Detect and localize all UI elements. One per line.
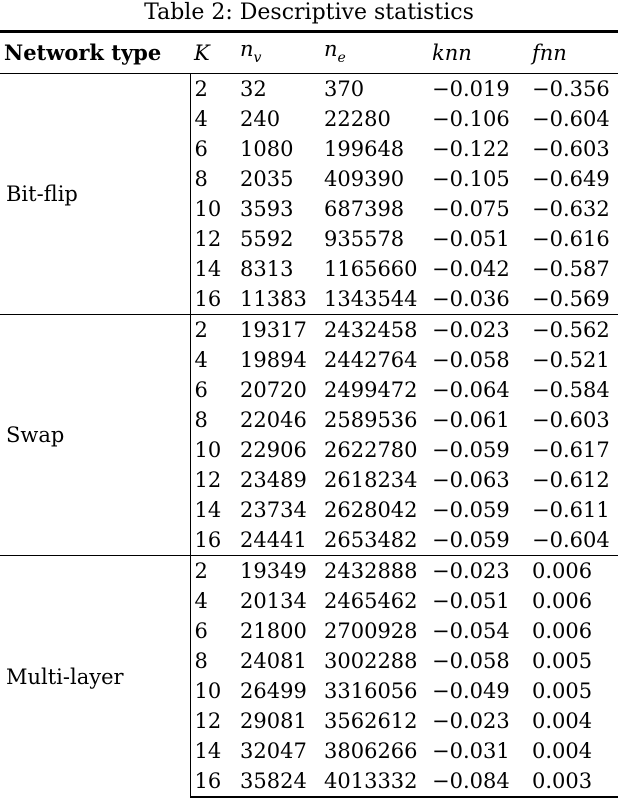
cell-nv: 19894 [240, 348, 307, 372]
cell-ne: 409390 [324, 167, 405, 191]
cell-k: 4 [194, 589, 208, 613]
cell-fnn: −0.611 [532, 498, 610, 522]
cell-fnn: −0.562 [528, 315, 618, 346]
cell-k: 10 [194, 197, 222, 221]
cell-knn: −0.084 [428, 766, 528, 797]
cell-knn: −0.054 [432, 619, 510, 643]
cell-nv: 24441 [240, 528, 307, 552]
cell-ne: 2442764 [324, 348, 418, 372]
group-label: Bit-flip [0, 74, 190, 315]
cell-knn: −0.042 [432, 257, 510, 281]
cell-fnn: −0.587 [532, 257, 610, 281]
cell-fnn: −0.632 [532, 197, 610, 221]
cell-nv: 3593 [240, 197, 294, 221]
cell-knn: −0.059 [432, 438, 510, 462]
cell-fnn: −0.521 [532, 348, 610, 372]
group-multi-layer [0, 556, 618, 798]
cell-knn: −0.023 [432, 709, 510, 733]
cell-ne: 2618234 [324, 468, 418, 492]
cell-k: 4 [194, 107, 208, 131]
cell-k: 2 [190, 315, 236, 346]
cell-fnn: 0.003 [528, 766, 618, 797]
cell-ne: 3316056 [324, 679, 418, 703]
header-row [0, 32, 618, 74]
cell-ne: 4013332 [320, 766, 428, 797]
cell-knn: −0.058 [432, 649, 510, 673]
cell-fnn: −0.584 [532, 378, 610, 402]
cell-fnn: −0.616 [532, 227, 610, 251]
cell-k: 10 [194, 438, 222, 462]
cell-ne: 1343544 [324, 287, 418, 311]
cell-nv: 19317 [236, 315, 320, 346]
cell-knn: −0.058 [432, 348, 510, 372]
cell-k: 12 [194, 709, 222, 733]
cell-ne: 2465462 [324, 589, 418, 613]
cell-nv: 29081 [240, 709, 307, 733]
descriptive-statistics-table [0, 30, 618, 798]
cell-ne: 370 [324, 77, 365, 101]
cell-k: 16 [194, 287, 222, 311]
cell-ne: 935578 [324, 227, 405, 251]
header-ne: $n_e$ [324, 36, 346, 66]
cell-fnn: 0.006 [532, 619, 593, 643]
cell-ne: 22280 [324, 107, 391, 131]
table-row [0, 74, 618, 105]
group-label: Swap [0, 315, 190, 556]
cell-nv: 20134 [240, 589, 307, 613]
cell-nv: 26499 [240, 679, 307, 703]
cell-nv: 1080 [240, 137, 294, 161]
cell-fnn: −0.604 [532, 107, 610, 131]
cell-ne: 2589536 [324, 408, 418, 432]
cell-fnn: −0.603 [532, 408, 610, 432]
header-fnn: fnn [532, 41, 567, 65]
cell-knn: −0.051 [432, 227, 510, 251]
cell-nv: 24081 [240, 649, 307, 673]
cell-k: 4 [194, 348, 208, 372]
cell-k: 12 [194, 468, 222, 492]
cell-nv: 8313 [240, 257, 294, 281]
cell-knn: −0.059 [432, 498, 510, 522]
cell-fnn: −0.649 [532, 167, 610, 191]
cell-nv: 22046 [240, 408, 307, 432]
cell-k: 14 [194, 739, 222, 763]
cell-nv: 32 [240, 77, 267, 101]
header-network-type: Network type [4, 40, 162, 65]
header-k: K [194, 41, 210, 65]
cell-nv: 240 [240, 107, 281, 131]
cell-nv: 23489 [240, 468, 307, 492]
cell-k: 8 [194, 649, 208, 673]
cell-ne: 3562612 [324, 709, 418, 733]
cell-k: 6 [194, 378, 208, 402]
cell-knn: −0.106 [432, 107, 510, 131]
cell-fnn: 0.005 [532, 649, 593, 673]
cell-knn: −0.031 [432, 739, 510, 763]
cell-ne: 687398 [324, 197, 405, 221]
cell-k: 14 [194, 257, 222, 281]
cell-knn: −0.063 [432, 468, 510, 492]
group-bit-flip [0, 74, 618, 315]
cell-nv: 5592 [240, 227, 294, 251]
cell-k: 8 [194, 167, 208, 191]
cell-ne: 2432458 [320, 315, 428, 346]
header-nv: $n_v$ [240, 36, 262, 66]
table-row [0, 315, 618, 346]
cell-nv: 11383 [240, 287, 307, 311]
cell-knn: −0.061 [432, 408, 510, 432]
cell-nv: 35824 [236, 766, 320, 797]
cell-k: 10 [194, 679, 222, 703]
cell-knn: −0.105 [432, 167, 510, 191]
cell-k: 14 [194, 498, 222, 522]
cell-nv: 21800 [240, 619, 307, 643]
cell-fnn: 0.006 [528, 556, 618, 587]
cell-fnn: 0.006 [532, 589, 593, 613]
cell-ne: 2432888 [320, 556, 428, 587]
cell-nv: 22906 [240, 438, 307, 462]
cell-knn: −0.019 [432, 77, 510, 101]
cell-fnn: −0.617 [532, 438, 610, 462]
cell-knn: −0.059 [432, 528, 510, 552]
cell-nv: 23734 [240, 498, 307, 522]
cell-knn: −0.036 [432, 287, 510, 311]
cell-knn: −0.122 [432, 137, 510, 161]
cell-fnn: 0.004 [532, 709, 593, 733]
cell-fnn: −0.356 [532, 77, 610, 101]
cell-k: 16 [194, 528, 222, 552]
cell-ne: 3002288 [324, 649, 418, 673]
cell-knn: −0.023 [428, 315, 528, 346]
cell-nv: 32047 [240, 739, 307, 763]
cell-ne: 3806266 [324, 739, 418, 763]
cell-knn: −0.023 [428, 556, 528, 587]
cell-ne: 2499472 [324, 378, 418, 402]
header-knn: knn [432, 41, 472, 65]
cell-knn: −0.051 [432, 589, 510, 613]
cell-knn: −0.075 [432, 197, 510, 221]
cell-k: 6 [194, 137, 208, 161]
group-swap [0, 315, 618, 556]
cell-k: 12 [194, 227, 222, 251]
cell-knn: −0.049 [432, 679, 510, 703]
cell-fnn: 0.005 [532, 679, 593, 703]
cell-k: 6 [194, 619, 208, 643]
cell-k: 8 [194, 408, 208, 432]
cell-ne: 2653482 [324, 528, 418, 552]
cell-nv: 20720 [240, 378, 307, 402]
cell-fnn: 0.004 [532, 739, 593, 763]
cell-ne: 1165660 [324, 257, 418, 281]
cell-ne: 2700928 [324, 619, 418, 643]
cell-nv: 19349 [236, 556, 320, 587]
cell-fnn: −0.612 [532, 468, 610, 492]
cell-fnn: −0.569 [532, 287, 610, 311]
cell-ne: 2628042 [324, 498, 418, 522]
cell-fnn: −0.603 [532, 137, 610, 161]
cell-k: 2 [190, 556, 236, 587]
table-row [0, 556, 618, 587]
cell-fnn: −0.604 [532, 528, 610, 552]
cell-nv: 2035 [240, 167, 294, 191]
cell-ne: 199648 [324, 137, 405, 161]
group-label: Multi-layer [0, 556, 190, 798]
cell-k: 2 [194, 77, 208, 101]
cell-knn: −0.064 [432, 378, 510, 402]
cell-k: 16 [190, 766, 236, 797]
cell-ne: 2622780 [324, 438, 418, 462]
table-caption: Table 2: Descriptive statistics [144, 0, 474, 25]
